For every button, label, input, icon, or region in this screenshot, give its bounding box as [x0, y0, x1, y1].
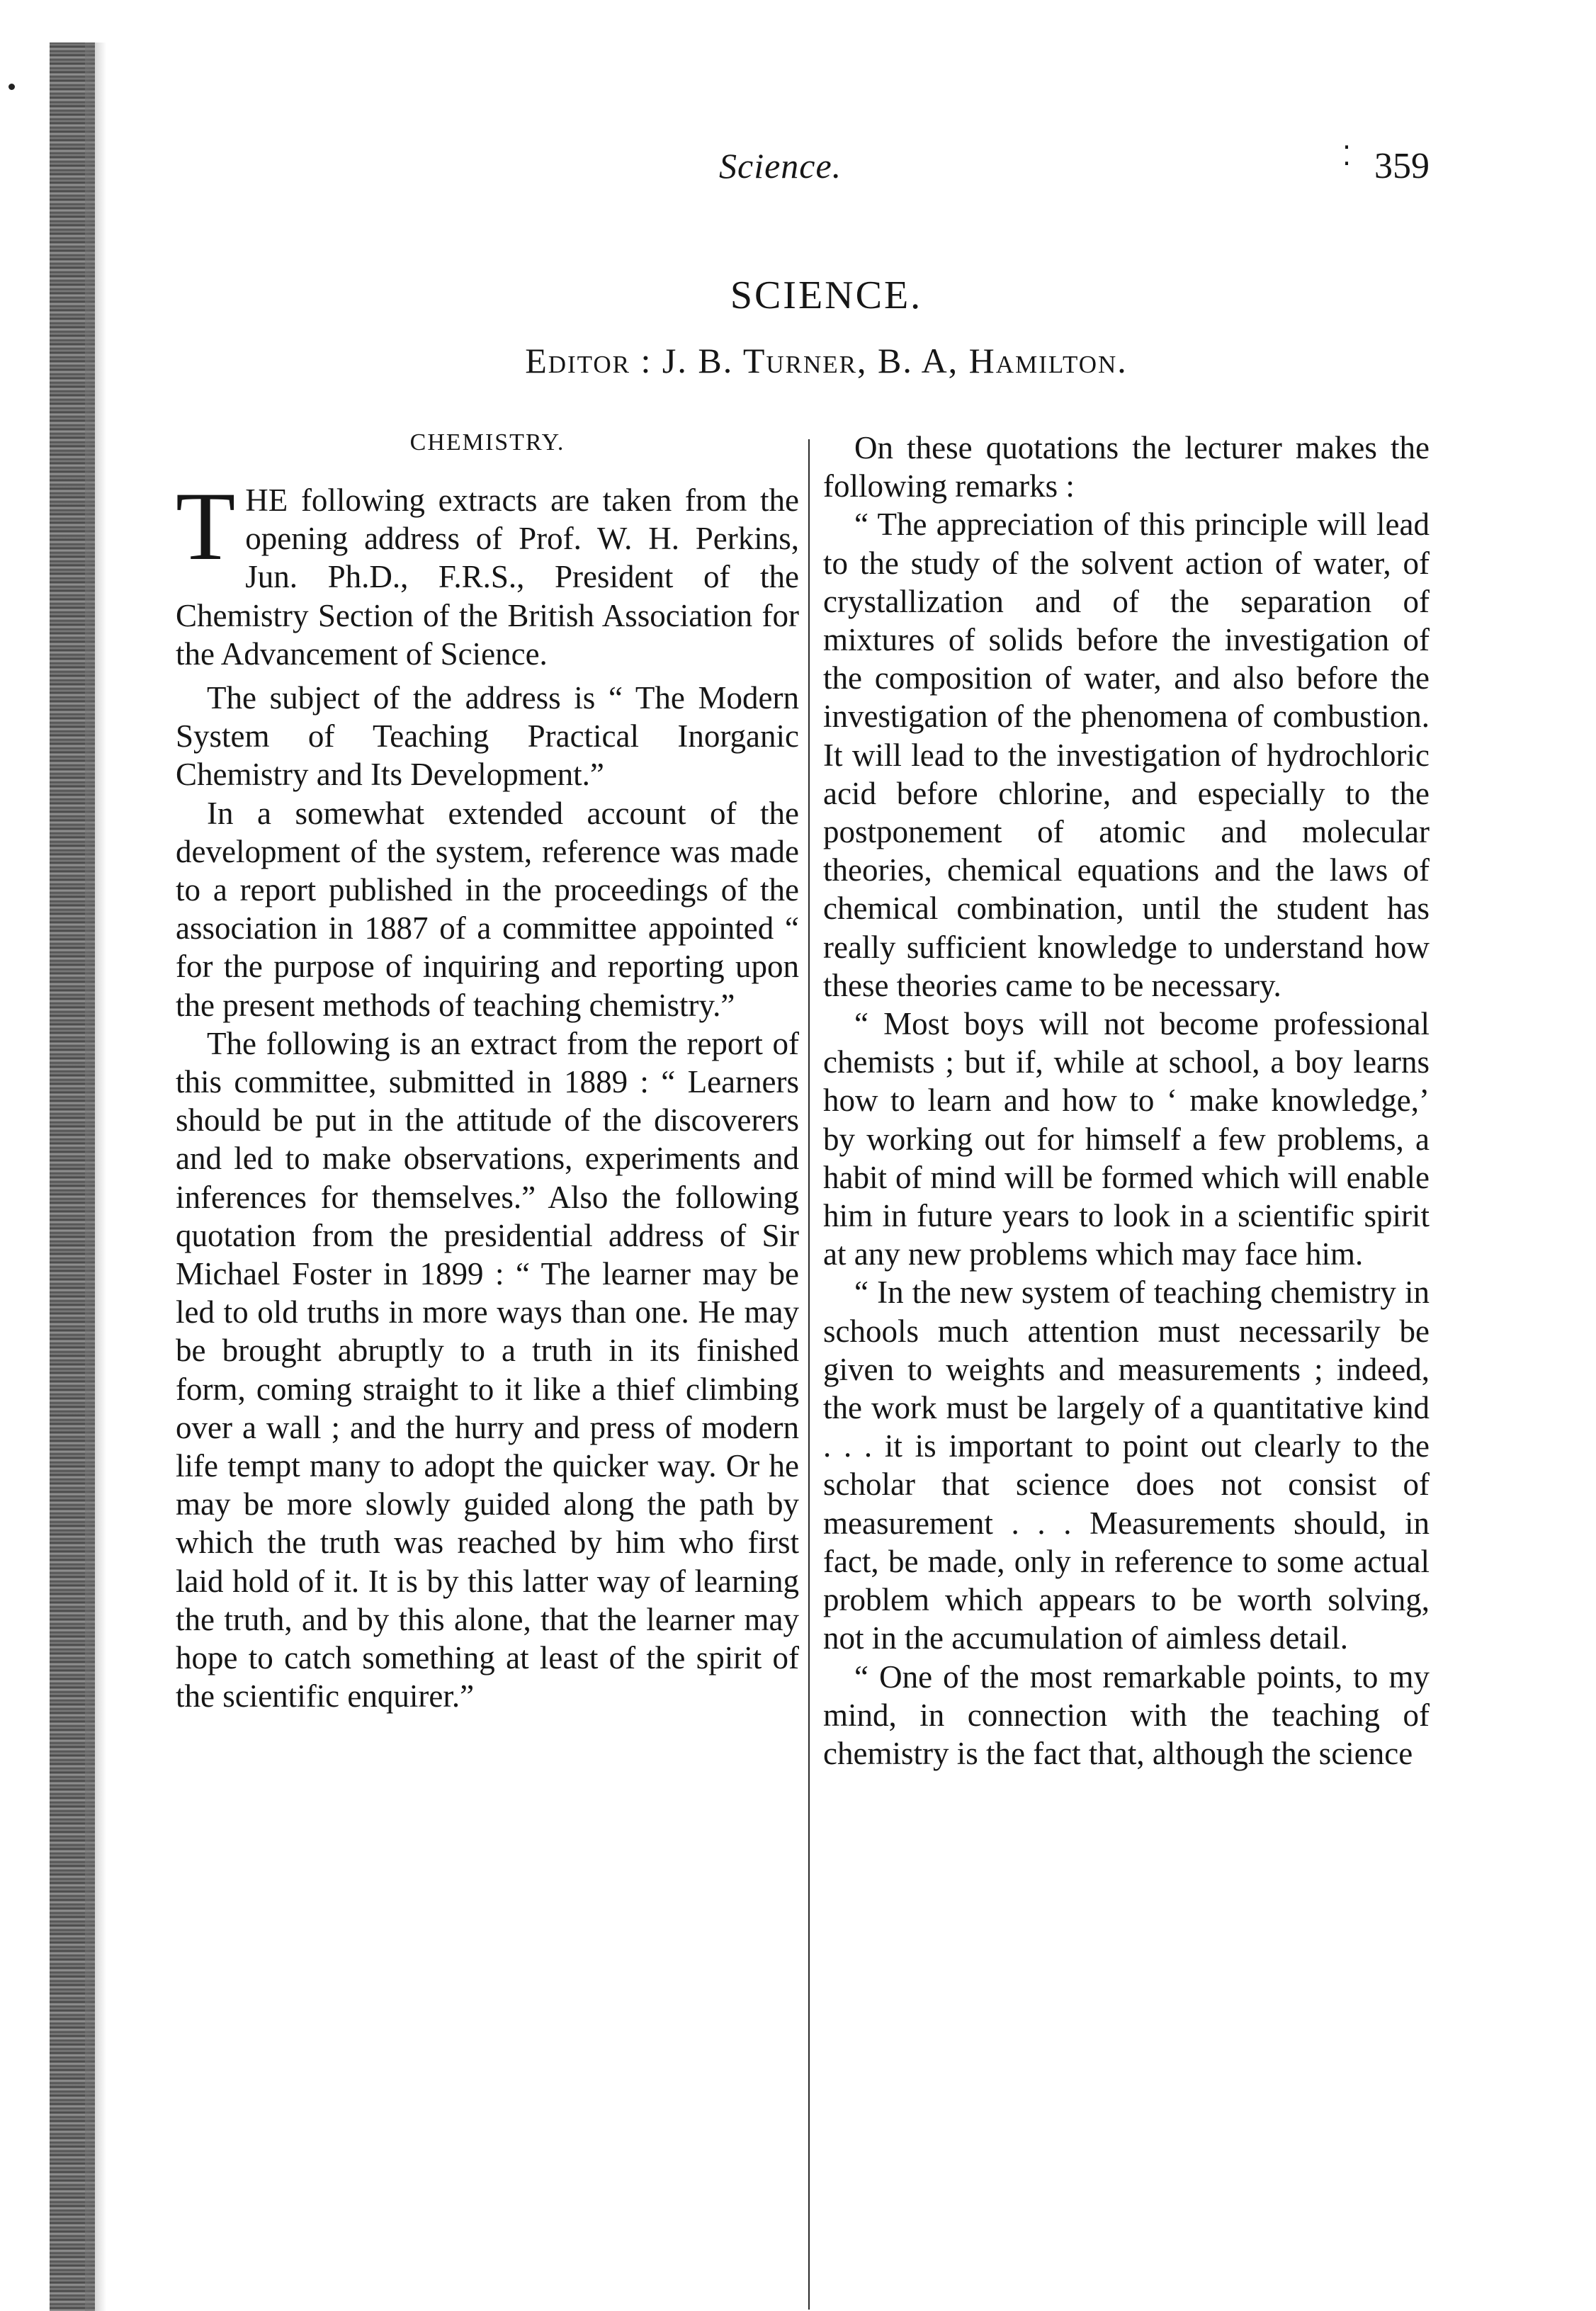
paragraph-9: “ One of the most remarkable points, to my mind, in connection with the teaching of chemistry is the fact that, although the science: [823, 1659, 1430, 1771]
binding-shadow: [85, 43, 106, 2311]
paragraph-5: On these quotations the lecturer makes the following remarks :: [823, 430, 1430, 504]
paragraph-2: The subject of the address is “ The Modern System of Teaching Practical Inorganic Chemistry and Its Development.”: [176, 680, 799, 793]
running-head: Science.: [719, 146, 842, 186]
editor-line: Editor : J. B. Turner, B. A, Hamilton.: [525, 341, 1128, 380]
paragraph-7: “ Most boys will not become professional chemists ; but if, while at school, a boy learns how to learn and how to ‘ make knowledge,’ by working out for himself a few problems, a habit of mind will be formed which will enable him in future years to look in a scientific spirit at any new problems which may face him.: [823, 1006, 1430, 1272]
header-dots: ⁚: [1342, 142, 1352, 171]
page-number: 359: [1374, 146, 1430, 186]
article-subhead: CHEMISTRY.: [409, 429, 565, 456]
drop-cap: T: [176, 472, 236, 580]
left-column: [176, 429, 799, 1716]
column-divider: [808, 439, 810, 2310]
paragraph-8: “ In the new system of teaching chemistry in schools much attention must necessarily be given to weights and measurements ; indeed, the work must be largely of a quantitative kind . . . it is important to point out clearly to the scholar that science does not consist of measurement . . . Measurements should, in fact, be made, only in reference to some actual problem which appears to be worth solving, not in the accumulation of aimless detail.: [823, 1275, 1430, 1656]
paragraph-6: “ The appreciation of this principle will lead to the study of the solvent action of water, of crystallization and of the separation of mixtures of solids before the investigation of the composition of water, and also before the investigation of the phenomena of combustion. It will lead to the investigation of hydrochloric acid before chlorine, and especially to the postponement of atomic and molecular theories, chemical equations and the laws of chemical combination, until the student has really sufficient knowledge to understand how these theories came to be necessary.: [823, 507, 1430, 1003]
paragraph-4: The following is an extract from the report of this committee, submitted in 1889 : “ Learners should be put in the attitude of the discoverers and led to make observations, experiments and inferences for themselves.” Also the following quotation from the presidential address of Sir Michael Foster in 1899 : “ The learner may be led to old truths in more ways than one. He may be brought abruptly to a truth in its finished form, coming straight to it like a thief climbing over a wall ; and the hurry and press of modern life tempt many to adopt the quicker way. Or he may be more slowly guided along the path by which the truth was reached by him who first laid hold of it. It is by this latter way of learning the truth, and by this alone, that the learner may hope to catch something at least of the spirit of the scientific enquirer.”: [176, 1025, 799, 1714]
paragraph-1: [176, 472, 799, 673]
paragraph-1-text: HE following extracts are taken from the opening address of Prof. W. H. Perkins, Jun. Ph.D., F.R.S., President of the Chemistry Section of the British Association for the Advancement of Science.: [176, 482, 799, 672]
right-column: [823, 429, 1430, 1773]
paragraph-3: In a somewhat extended account of the development of the system, reference was made to a report published in the proceedings of the association in 1887 of a committee appointed “ for the purpose of inquiring and reporting upon the present methods of teaching chemistry.”: [176, 795, 799, 1023]
binding-dot: [9, 84, 15, 90]
section-title: SCIENCE.: [730, 273, 923, 317]
